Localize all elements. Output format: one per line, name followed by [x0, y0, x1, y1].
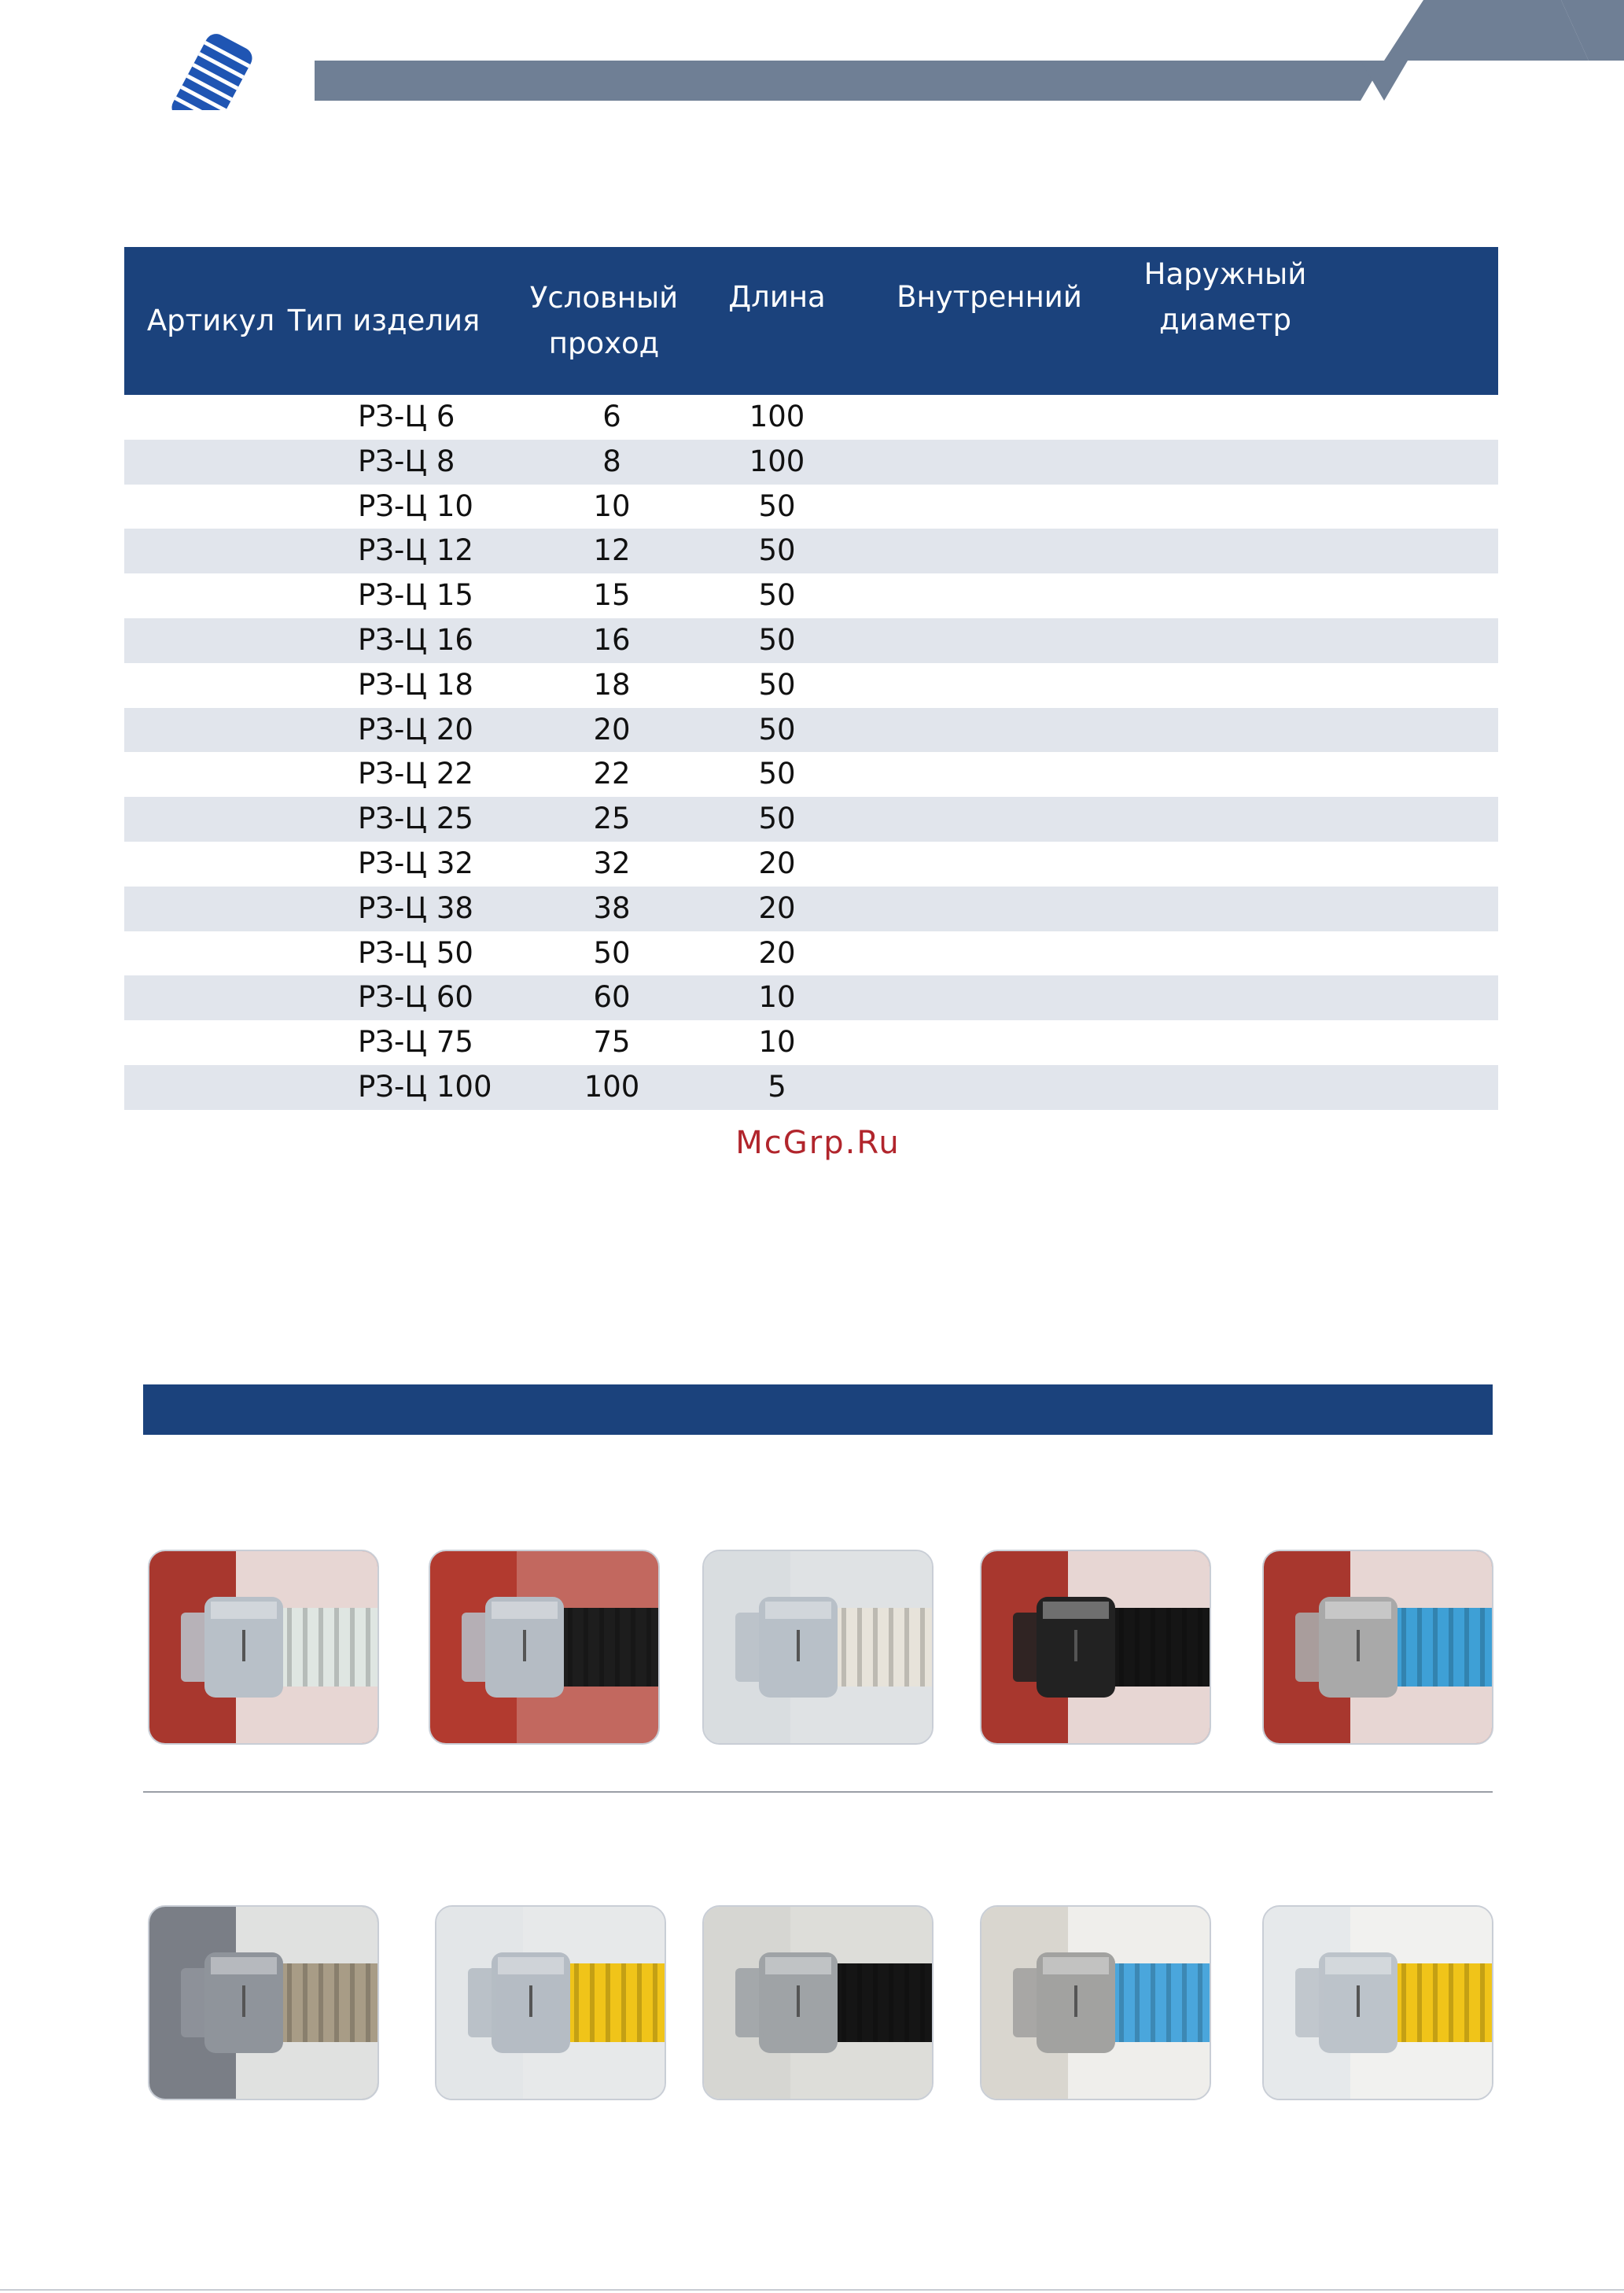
- table-row: [124, 931, 1498, 976]
- header-inner: [871, 223, 1107, 371]
- watermark: McGrp.Ru: [735, 1125, 900, 1161]
- cell-length: 50: [758, 667, 796, 702]
- cell-type: РЗ-Ц 15: [358, 578, 473, 613]
- cell-type: РЗ-Ц 38: [358, 890, 473, 925]
- cell-length: 50: [758, 757, 796, 791]
- cell-passage: 25: [593, 802, 631, 836]
- cell-type: РЗ-Ц 16: [358, 622, 473, 657]
- photo-fitting-brass-thread-white-conduit: [702, 1550, 934, 1745]
- table-row: [124, 573, 1498, 618]
- cell-type: РЗ-Ц 10: [358, 488, 473, 523]
- table-row: [124, 395, 1498, 440]
- table-body: [124, 395, 1498, 1110]
- cell-passage: 38: [593, 890, 631, 925]
- cell-type: РЗ-Ц 25: [358, 802, 473, 836]
- header-outer-line2: диаметр: [1158, 303, 1292, 337]
- cell-type: РЗ-Ц 20: [358, 712, 473, 747]
- cell-passage: 20: [593, 712, 631, 747]
- header-type: [285, 247, 482, 395]
- cell-type: РЗ-Ц 12: [358, 533, 473, 568]
- header-banner: [0, 0, 1624, 110]
- table-row: [124, 887, 1498, 931]
- table-header: [124, 247, 1498, 395]
- cell-length: 20: [758, 935, 796, 970]
- header-passage-line2: проход: [548, 326, 660, 360]
- header-passage: [510, 247, 698, 395]
- table-row: [124, 708, 1498, 753]
- header-article: [132, 247, 289, 395]
- cell-passage: 6: [602, 400, 621, 433]
- cell-length: 50: [758, 802, 796, 836]
- cell-type: РЗ-Ц 32: [358, 846, 473, 880]
- header-inner-label: Внутренний: [897, 280, 1082, 314]
- table-row: [124, 440, 1498, 485]
- cell-passage: 18: [593, 667, 631, 702]
- cell-length: 50: [758, 533, 796, 568]
- page-bottom-line: [0, 2289, 1624, 2291]
- table-row: [124, 529, 1498, 573]
- cell-length: 50: [758, 578, 796, 613]
- photo-nut-fitting-blue-conduit: [1262, 1550, 1493, 1745]
- cell-length: 50: [758, 488, 796, 523]
- cell-type: РЗ-Ц 100: [358, 1069, 492, 1104]
- cell-type: РЗ-Ц 18: [358, 667, 473, 702]
- header-passage-line1: Условный: [529, 281, 679, 315]
- cell-type: РЗ-Ц 75: [358, 1025, 473, 1060]
- header-length-label: Длина: [728, 280, 826, 314]
- header-outer-line1: Наружный: [1143, 257, 1307, 291]
- cell-length: 20: [758, 890, 796, 925]
- cell-length: 10: [758, 1025, 796, 1060]
- cell-passage: 16: [593, 622, 631, 657]
- table-row: [124, 663, 1498, 708]
- table-row: [124, 842, 1498, 887]
- cell-type: РЗ-Ц 6: [358, 400, 455, 433]
- photo-cable-gland-blue-conduit: [980, 1905, 1211, 2100]
- cell-passage: 50: [593, 935, 631, 970]
- cell-type: РЗ-Ц 8: [358, 444, 455, 478]
- table-row: [124, 618, 1498, 663]
- cell-passage: 32: [593, 846, 631, 880]
- photo-plastic-gland-beige-conduit: [148, 1905, 379, 2100]
- cell-length: 100: [749, 400, 805, 433]
- table-row: [124, 1020, 1498, 1065]
- table-row: [124, 752, 1498, 797]
- table-row: [124, 797, 1498, 842]
- cell-passage: 8: [602, 444, 621, 478]
- cell-passage: 60: [593, 980, 631, 1015]
- photo-black-fitting-red-panel: [980, 1550, 1211, 1745]
- cell-length: 100: [749, 444, 805, 478]
- cell-type: РЗ-Ц 50: [358, 935, 473, 970]
- header-length: [698, 223, 856, 371]
- section-band: [143, 1384, 1493, 1435]
- cell-length: 50: [758, 622, 796, 657]
- header-outer: [1107, 223, 1343, 371]
- cell-length: 5: [768, 1069, 786, 1104]
- corrugated-conduit-icon: [142, 26, 263, 110]
- photo-fitting-red-panel-white-conduit: [148, 1550, 379, 1745]
- table-row: [124, 975, 1498, 1020]
- cell-passage: 15: [593, 578, 631, 613]
- header-type-label: Тип изделия: [287, 304, 481, 337]
- cell-type: РЗ-Ц 60: [358, 980, 473, 1015]
- header-article-label: Артикул: [146, 304, 275, 337]
- section-divider: [143, 1791, 1493, 1793]
- cell-length: 50: [758, 712, 796, 747]
- cell-passage: 100: [584, 1069, 640, 1104]
- cell-passage: 22: [593, 757, 631, 791]
- photo-elbow-fitting-red-panel: [429, 1550, 660, 1745]
- cell-passage: 10: [593, 488, 631, 523]
- table-row: [124, 485, 1498, 529]
- photo-coupling-black-yellow-conduit: [1262, 1905, 1493, 2100]
- photo-cable-gland-black-conduit: [702, 1905, 934, 2100]
- cell-passage: 12: [593, 533, 631, 568]
- photo-screw-coupling-yellow-conduit: [435, 1905, 666, 2100]
- cell-length: 10: [758, 980, 796, 1015]
- cell-passage: 75: [593, 1025, 631, 1060]
- cell-type: РЗ-Ц 22: [358, 757, 473, 791]
- cell-length: 20: [758, 846, 796, 880]
- product-table: [124, 247, 1498, 1110]
- table-row: [124, 1065, 1498, 1110]
